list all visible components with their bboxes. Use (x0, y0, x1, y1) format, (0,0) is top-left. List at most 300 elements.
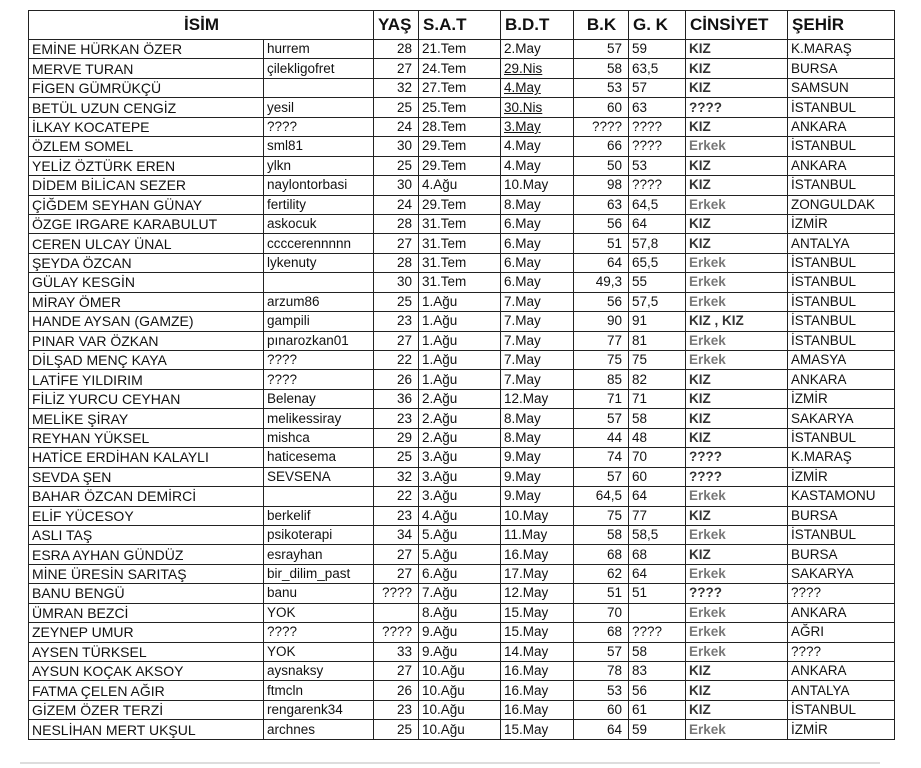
cell-bk: 57 (574, 467, 629, 486)
cell-sex: KIZ (686, 370, 788, 389)
cell-bk: 85 (574, 370, 629, 389)
cell-age: 32 (374, 467, 419, 486)
table-row (29, 525, 895, 544)
cell-username: ???? (264, 117, 374, 136)
table-row (29, 662, 895, 681)
cell-name: ŞEYDA ÖZCAN (29, 253, 264, 272)
cell-city: İZMİR (788, 214, 895, 233)
cell-bk: 60 (574, 700, 629, 719)
cell-gk: 59 (629, 720, 686, 739)
cell-username: ???? (264, 623, 374, 642)
table-body (29, 40, 895, 740)
cell-sat: 2.Ağu (419, 389, 501, 408)
cell-sex: Erkek (686, 292, 788, 311)
cell-city: SAKARYA (788, 409, 895, 428)
table-row (29, 195, 895, 214)
cell-sex: KIZ (686, 156, 788, 175)
cell-name: GİZEM ÖZER TERZİ (29, 700, 264, 719)
cell-city: BURSA (788, 59, 895, 78)
cell-gk: ???? (629, 176, 686, 195)
cell-bk: 66 (574, 137, 629, 156)
cell-age: 27 (374, 331, 419, 350)
cell-gk: 68 (629, 545, 686, 564)
cell-gk: 55 (629, 273, 686, 292)
cell-name: İLKAY KOCATEPE (29, 117, 264, 136)
cell-sex: Erkek (686, 273, 788, 292)
cell-city: İSTANBUL (788, 98, 895, 117)
cell-age: 28 (374, 253, 419, 272)
cell-gk: 51 (629, 584, 686, 603)
cell-name: ESRA AYHAN GÜNDÜZ (29, 545, 264, 564)
cell-username: archnes (264, 720, 374, 739)
cell-bk: 68 (574, 623, 629, 642)
cell-age: 28 (374, 214, 419, 233)
cell-age: 26 (374, 370, 419, 389)
cell-bk: 64,5 (574, 487, 629, 506)
table-row (29, 312, 895, 331)
cell-bk: 77 (574, 331, 629, 350)
cell-age: 30 (374, 273, 419, 292)
cell-bk: 57 (574, 642, 629, 661)
cell-gk: 63 (629, 98, 686, 117)
cell-sex: Erkek (686, 564, 788, 583)
cell-bk: 50 (574, 156, 629, 175)
cell-sat: 5.Ağu (419, 545, 501, 564)
table-row (29, 98, 895, 117)
cell-bdt: 7.May (501, 312, 574, 331)
cell-sat: 9.Ağu (419, 642, 501, 661)
cell-sex: Erkek (686, 642, 788, 661)
table-row (29, 428, 895, 447)
table-row (29, 720, 895, 739)
cell-sat: 3.Ağu (419, 467, 501, 486)
cell-city: ANKARA (788, 156, 895, 175)
cell-name: SEVDA ŞEN (29, 467, 264, 486)
cell-city: İSTANBUL (788, 331, 895, 350)
cell-city: AĞRI (788, 623, 895, 642)
cell-sat: 31.Tem (419, 234, 501, 253)
cell-gk: 53 (629, 156, 686, 175)
cell-username: esrayhan (264, 545, 374, 564)
header-sehir: ŞEHİR (788, 11, 895, 40)
cell-sat: 29.Tem (419, 156, 501, 175)
cell-bdt: 6.May (501, 273, 574, 292)
table-row (29, 214, 895, 233)
cell-bk: 60 (574, 98, 629, 117)
header-bk: B.K (574, 11, 629, 40)
cell-sat: 21.Tem (419, 40, 501, 59)
table-row (29, 700, 895, 719)
header-yas: YAŞ (374, 11, 419, 40)
cell-gk: 57,8 (629, 234, 686, 253)
header-row (29, 11, 895, 40)
cell-city: ???? (788, 584, 895, 603)
header-isim: İSİM (29, 11, 374, 40)
cell-sat: 25.Tem (419, 98, 501, 117)
cell-age: 22 (374, 351, 419, 370)
cell-username: psikoterapi (264, 525, 374, 544)
cell-name: AYSUN KOÇAK AKSOY (29, 662, 264, 681)
cell-username: askocuk (264, 214, 374, 233)
header-gk: G. K (629, 11, 686, 40)
cell-bdt: 15.May (501, 720, 574, 739)
cell-sex: KIZ (686, 117, 788, 136)
cell-bdt: 2.May (501, 40, 574, 59)
table-row (29, 603, 895, 622)
cell-name: FİGEN GÜMRÜKÇÜ (29, 78, 264, 97)
cell-bdt: 7.May (501, 292, 574, 311)
cell-sat: 5.Ağu (419, 525, 501, 544)
cell-age: 27 (374, 662, 419, 681)
cell-bdt: 14.May (501, 642, 574, 661)
cell-bk: 56 (574, 214, 629, 233)
cell-city: SAKARYA (788, 564, 895, 583)
cell-username: sml81 (264, 137, 374, 156)
cell-gk: 63,5 (629, 59, 686, 78)
cell-age: 26 (374, 681, 419, 700)
cell-sat: 27.Tem (419, 78, 501, 97)
cell-username: YOK (264, 603, 374, 622)
cell-sat: 4.Ağu (419, 506, 501, 525)
cell-sat: 10.Ağu (419, 700, 501, 719)
cell-bdt: 12.May (501, 389, 574, 408)
cell-bdt: 8.May (501, 409, 574, 428)
cell-bk: 75 (574, 506, 629, 525)
cell-username: Belenay (264, 389, 374, 408)
table-row (29, 564, 895, 583)
cell-sat: 2.Ağu (419, 428, 501, 447)
cell-bdt: 8.May (501, 195, 574, 214)
cell-sex: KIZ (686, 681, 788, 700)
cell-name: ÜMRAN BEZCİ (29, 603, 264, 622)
cell-name: MERVE TURAN (29, 59, 264, 78)
cell-age: 29 (374, 428, 419, 447)
cell-bdt: 3.May (501, 117, 574, 136)
cell-age: 24 (374, 117, 419, 136)
cell-sat: 28.Tem (419, 117, 501, 136)
cell-username (264, 78, 374, 97)
cell-username: fertility (264, 195, 374, 214)
table-row (29, 78, 895, 97)
cell-username: banu (264, 584, 374, 603)
cell-bdt: 9.May (501, 467, 574, 486)
cell-bk: ???? (574, 117, 629, 136)
header-cinsiyet: CİNSİYET (686, 11, 788, 40)
cell-bk: 64 (574, 253, 629, 272)
cell-sat: 8.Ağu (419, 603, 501, 622)
cell-gk: 91 (629, 312, 686, 331)
table-row (29, 623, 895, 642)
table-row (29, 234, 895, 253)
cell-age: 27 (374, 564, 419, 583)
cell-sex: KIZ (686, 59, 788, 78)
cell-city: İSTANBUL (788, 525, 895, 544)
cell-username: haticesema (264, 448, 374, 467)
cell-name: MİNE ÜRESİN SARITAŞ (29, 564, 264, 583)
cell-name: DİLŞAD MENÇ KAYA (29, 351, 264, 370)
cell-sat: 3.Ağu (419, 448, 501, 467)
cell-username: arzum86 (264, 292, 374, 311)
cell-username: naylontorbasi (264, 176, 374, 195)
cell-bdt: 29.Nis (501, 59, 574, 78)
cell-name: REYHAN YÜKSEL (29, 428, 264, 447)
cell-sat: 9.Ağu (419, 623, 501, 642)
cell-age: 30 (374, 176, 419, 195)
cell-bdt: 15.May (501, 623, 574, 642)
table-row (29, 681, 895, 700)
cell-name: ASLI TAŞ (29, 525, 264, 544)
cell-name: EMİNE HÜRKAN ÖZER (29, 40, 264, 59)
cell-name: GÜLAY KESGİN (29, 273, 264, 292)
cell-gk: 65,5 (629, 253, 686, 272)
cell-username: YOK (264, 642, 374, 661)
cell-gk: ???? (629, 117, 686, 136)
cell-bk: 63 (574, 195, 629, 214)
cell-city: ANKARA (788, 603, 895, 622)
cell-gk: 75 (629, 351, 686, 370)
cell-bdt: 4.May (501, 137, 574, 156)
table-row (29, 351, 895, 370)
header-sat: S.A.T (419, 11, 501, 40)
cell-username: ftmcln (264, 681, 374, 700)
cell-bdt: 6.May (501, 253, 574, 272)
cell-name: BAHAR ÖZCAN DEMİRCİ (29, 487, 264, 506)
cell-name: ÖZGE IRGARE KARABULUT (29, 214, 264, 233)
cell-sat: 1.Ağu (419, 292, 501, 311)
cell-name: BETÜL UZUN CENGİZ (29, 98, 264, 117)
cell-age: 34 (374, 525, 419, 544)
cell-gk: 57,5 (629, 292, 686, 311)
cell-sex: Erkek (686, 351, 788, 370)
cell-bk: 90 (574, 312, 629, 331)
cell-sex: KIZ (686, 389, 788, 408)
cell-sex: Erkek (686, 253, 788, 272)
cell-bdt: 30.Nis (501, 98, 574, 117)
cell-age: ???? (374, 623, 419, 642)
cell-city: KASTAMONU (788, 487, 895, 506)
cell-username: çilekligofret (264, 59, 374, 78)
cell-username: rengarenk34 (264, 700, 374, 719)
cell-bdt: 9.May (501, 448, 574, 467)
cell-bk: 44 (574, 428, 629, 447)
cell-sat: 1.Ağu (419, 331, 501, 350)
cell-bdt: 17.May (501, 564, 574, 583)
cell-bk: 58 (574, 59, 629, 78)
cell-username: berkelif (264, 506, 374, 525)
cell-age: 30 (374, 137, 419, 156)
cell-sex: KIZ (686, 214, 788, 233)
cell-sex: ???? (686, 584, 788, 603)
cell-name: FATMA ÇELEN AĞIR (29, 681, 264, 700)
cell-sat: 10.Ağu (419, 681, 501, 700)
cell-bk: 71 (574, 389, 629, 408)
cell-username: gampili (264, 312, 374, 331)
cell-gk: 77 (629, 506, 686, 525)
cell-sex: Erkek (686, 623, 788, 642)
cell-gk: 64 (629, 487, 686, 506)
cell-city: AMASYA (788, 351, 895, 370)
cell-sex: ???? (686, 467, 788, 486)
cell-bk: 74 (574, 448, 629, 467)
cell-age: 28 (374, 40, 419, 59)
cell-city: İSTANBUL (788, 273, 895, 292)
cell-bk: 53 (574, 681, 629, 700)
cell-age: 25 (374, 292, 419, 311)
cell-sex: KIZ (686, 700, 788, 719)
cell-gk: 82 (629, 370, 686, 389)
table-row (29, 176, 895, 195)
cell-sex: Erkek (686, 137, 788, 156)
table-row (29, 273, 895, 292)
cell-age: 27 (374, 59, 419, 78)
cell-city: İSTANBUL (788, 312, 895, 331)
cell-bdt: 7.May (501, 351, 574, 370)
cell-name: FİLİZ YURCU CEYHAN (29, 389, 264, 408)
cell-name: HANDE AYSAN (GAMZE) (29, 312, 264, 331)
table-row (29, 467, 895, 486)
cell-city: İZMİR (788, 467, 895, 486)
cell-username: hurrem (264, 40, 374, 59)
cell-bdt: 12.May (501, 584, 574, 603)
cell-sat: 29.Tem (419, 137, 501, 156)
table-row (29, 642, 895, 661)
page-edge-line (20, 762, 880, 764)
cell-sex: KIZ (686, 78, 788, 97)
cell-name: MELİKE ŞİRAY (29, 409, 264, 428)
cell-age: 25 (374, 448, 419, 467)
cell-city: SAMSUN (788, 78, 895, 97)
cell-gk: 81 (629, 331, 686, 350)
table-row (29, 253, 895, 272)
cell-gk: 58,5 (629, 525, 686, 544)
table-row (29, 487, 895, 506)
cell-name: ELİF YÜCESOY (29, 506, 264, 525)
cell-city: BURSA (788, 506, 895, 525)
cell-gk: 48 (629, 428, 686, 447)
cell-age: ???? (374, 584, 419, 603)
cell-bk: 51 (574, 584, 629, 603)
cell-name: YELİZ ÖZTÜRK EREN (29, 156, 264, 175)
cell-bdt: 4.May (501, 156, 574, 175)
cell-bk: 57 (574, 40, 629, 59)
cell-sex: KIZ (686, 40, 788, 59)
cell-city: İSTANBUL (788, 292, 895, 311)
cell-bdt: 11.May (501, 525, 574, 544)
cell-bk: 68 (574, 545, 629, 564)
cell-gk: 61 (629, 700, 686, 719)
cell-sex: ???? (686, 98, 788, 117)
header-bdt: B.D.T (501, 11, 574, 40)
cell-username: lykenuty (264, 253, 374, 272)
cell-name: NESLİHAN MERT UKŞUL (29, 720, 264, 739)
cell-gk: 60 (629, 467, 686, 486)
cell-gk: 64,5 (629, 195, 686, 214)
cell-age: 25 (374, 720, 419, 739)
table-row (29, 156, 895, 175)
cell-bdt: 16.May (501, 662, 574, 681)
cell-gk: 64 (629, 564, 686, 583)
cell-sat: 29.Tem (419, 195, 501, 214)
cell-name: CEREN ULCAY ÜNAL (29, 234, 264, 253)
cell-sat: 10.Ağu (419, 720, 501, 739)
cell-age: 22 (374, 487, 419, 506)
cell-bk: 98 (574, 176, 629, 195)
cell-gk (629, 603, 686, 622)
cell-sex: KIZ (686, 662, 788, 681)
cell-age: 23 (374, 312, 419, 331)
cell-name: BANU BENGÜ (29, 584, 264, 603)
cell-bk: 53 (574, 78, 629, 97)
cell-sat: 6.Ağu (419, 564, 501, 583)
cell-bdt: 16.May (501, 545, 574, 564)
cell-city: ???? (788, 642, 895, 661)
cell-gk: 83 (629, 662, 686, 681)
cell-bdt: 4.May (501, 78, 574, 97)
cell-gk: 57 (629, 78, 686, 97)
cell-name: HATİCE ERDİHAN KALAYLI (29, 448, 264, 467)
cell-bdt: 15.May (501, 603, 574, 622)
table-row (29, 40, 895, 59)
cell-sex: Erkek (686, 487, 788, 506)
cell-age: 24 (374, 195, 419, 214)
cell-username: ylkn (264, 156, 374, 175)
table-row (29, 448, 895, 467)
cell-bk: 57 (574, 409, 629, 428)
table-row (29, 409, 895, 428)
cell-city: ANTALYA (788, 234, 895, 253)
cell-bdt: 6.May (501, 234, 574, 253)
cell-username: melikessiray (264, 409, 374, 428)
cell-name: AYSEN TÜRKSEL (29, 642, 264, 661)
cell-bk: 58 (574, 525, 629, 544)
cell-age: 23 (374, 506, 419, 525)
cell-sat: 7.Ağu (419, 584, 501, 603)
cell-bk: 75 (574, 351, 629, 370)
table-row (29, 117, 895, 136)
cell-sat: 10.Ağu (419, 662, 501, 681)
cell-bdt: 10.May (501, 176, 574, 195)
cell-bk: 49,3 (574, 273, 629, 292)
cell-age: 32 (374, 78, 419, 97)
cell-bk: 70 (574, 603, 629, 622)
cell-name: ÇİĞDEM SEYHAN GÜNAY (29, 195, 264, 214)
cell-sat: 1.Ağu (419, 370, 501, 389)
table-row (29, 584, 895, 603)
cell-city: İSTANBUL (788, 137, 895, 156)
cell-age: 36 (374, 389, 419, 408)
cell-username: ???? (264, 351, 374, 370)
cell-sat: 31.Tem (419, 253, 501, 272)
cell-age: 27 (374, 234, 419, 253)
cell-age: 23 (374, 700, 419, 719)
cell-city: BURSA (788, 545, 895, 564)
cell-name: DİDEM BİLİCAN SEZER (29, 176, 264, 195)
cell-city: İSTANBUL (788, 428, 895, 447)
cell-username (264, 273, 374, 292)
cell-username: aysnaksy (264, 662, 374, 681)
cell-gk: 70 (629, 448, 686, 467)
cell-username: SEVSENA (264, 467, 374, 486)
data-table-container (28, 10, 894, 740)
cell-bk: 62 (574, 564, 629, 583)
cell-age: 27 (374, 545, 419, 564)
cell-username: mishca (264, 428, 374, 447)
cell-city: ZONGULDAK (788, 195, 895, 214)
table-row (29, 370, 895, 389)
cell-name: MİRAY ÖMER (29, 292, 264, 311)
table-row (29, 545, 895, 564)
cell-age: 33 (374, 642, 419, 661)
